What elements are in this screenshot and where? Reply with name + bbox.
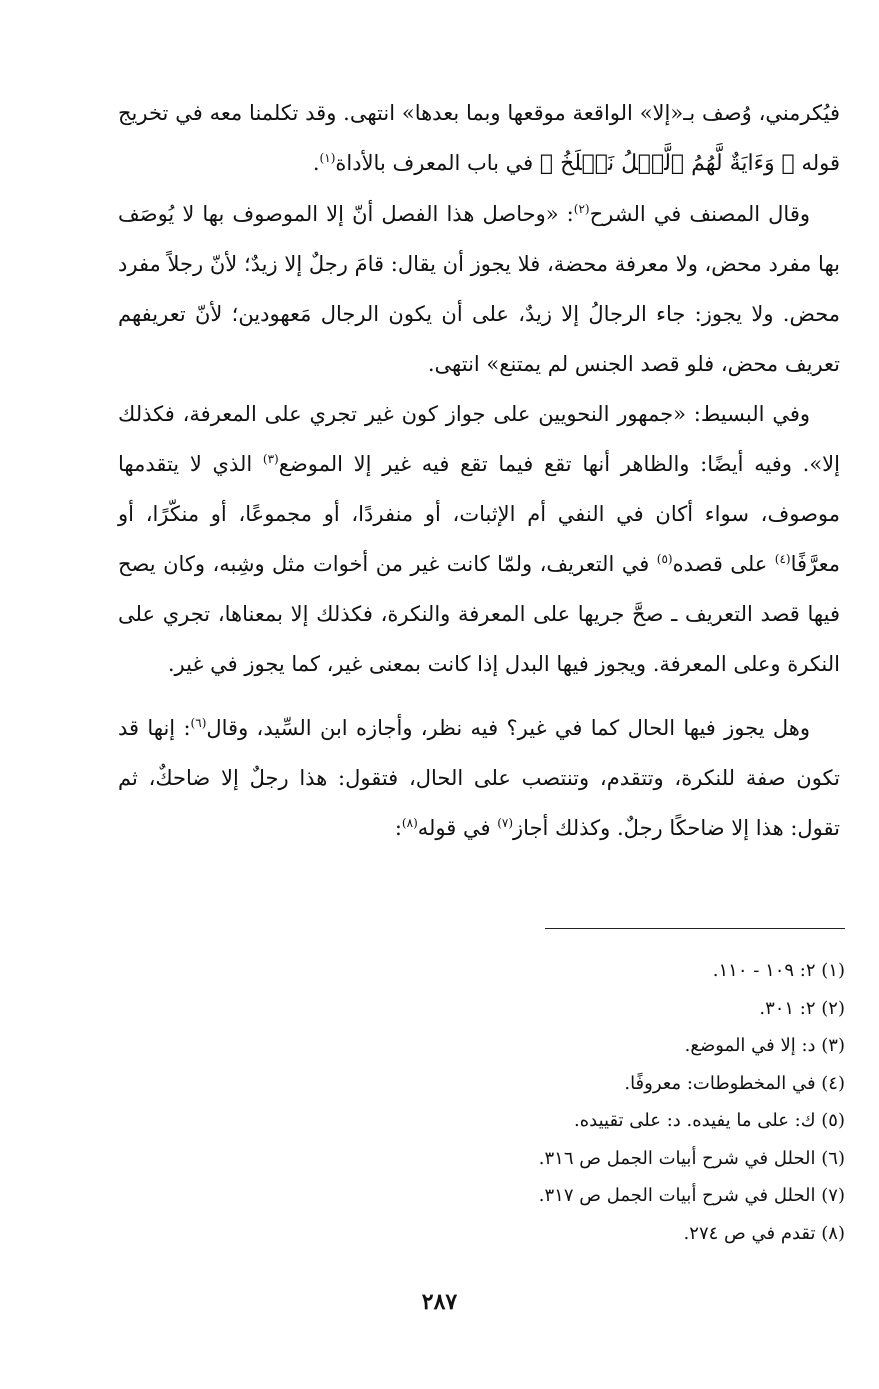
paragraph-2-text: : «وحاصل هذا الفصل أنّ إلا الموصوف بها لا يُوصَف بها مفرد محض، ولا معرفة محضة، فلا يجوز أن يقال: قامَ رجلٌ إلا زيدٌ؛ لأنّ رجلاً مفرد محض. ولا يجوز: جاء الرجالُ إلا زيدٌ، على أن يكون الرجال مَعهودين؛ لأنّ تعريفهم تعريف محض، فلو قصد الجنس لم يمتنع» انتهى. [118, 202, 840, 376]
footnote-ref-2[interactable]: (٢) [573, 202, 590, 216]
footnote-8: (٨) تقدم في ص ٢٧٤. [683, 1222, 845, 1244]
paragraph-1-text: فيُكرمني، وُصف بـ«إلا» الواقعة موقعها وبما بعدها» انتهى. وقد تكلمنا معه في تخريج قوله [118, 101, 840, 175]
footnote-separator [545, 928, 845, 929]
paragraph-4-text-2: : إنها قد تكون صفة للنكرة، وتتقدم، وتنتصب على الحال، فتقول: هذا رجلٌ إلا ضاحكٌ، ثم تقول: هذا إلا ضاحكًا رجلٌ. وكذلك أجاز [118, 716, 840, 840]
paragraph-4-text-3: في قوله [417, 816, 491, 840]
paragraph-1-end: . [312, 151, 320, 175]
footnote-ref-7[interactable]: (٧) [497, 816, 514, 830]
paragraph-2 [118, 189, 840, 389]
paragraph-2-start: وقال المصنف في الشرح [589, 202, 810, 226]
paragraph-3-text-1: وفي البسيط: «جمهور النحويين على جواز كون غير تجري على المعرفة، فكذلك إلا». وفيه أيضًا: والظاهر أنها تقع فيما تقع فيه غير إلا الموضع [118, 402, 840, 476]
footnote-6: (٦) الحلل في شرح أبيات الجمل ص ٣١٦. [538, 1147, 845, 1169]
footnote-ref-8[interactable]: (٨) [401, 816, 418, 830]
quran-verse: ﴿ وَءَايَةٌ لَّهُمُ ٱلَّيۡلُ نَسۡلَخُ ﴾ [539, 151, 795, 176]
paragraph-3 [118, 389, 840, 689]
footnotes-list [300, 952, 845, 1252]
footnote-4: (٤) في المخطوطات: معروفًا. [624, 1072, 845, 1094]
footnote-ref-5[interactable]: (٥) [656, 552, 673, 566]
main-text [118, 88, 840, 853]
paragraph-4 [118, 703, 840, 853]
paragraph-3-text-2: الذي لا يتقدمها موصوف، سواء أكان في النفي أم الإثبات، أو منفردًا، أو مجموعًا، أو منكّرًا، أو معرَّفًا [118, 452, 840, 576]
paragraph-4-end: : [394, 816, 402, 840]
footnote-1: (١) ٢: ١٠٩ - ١١٠. [712, 960, 845, 981]
footnote-ref-1[interactable]: (١) [319, 151, 336, 165]
paragraph-4-text-1: وهل يجوز فيها الحال كما في غير؟ فيه نظر، وأجازه ابن السِّيد، وقال [206, 716, 810, 740]
paragraph-3-text-4: في التعريف، ولمّا كانت غير من أخوات مثل وشِبه، وكان يصح فيها قصد التعريف ـ صحَّ جريها على المعرفة والنكرة، فكذلك إلا بمعناها، تجري على النكرة وعلى المعرفة. ويجوز فيها البدل إذا كانت بمعنى غير، كما يجوز في غير. [118, 552, 840, 676]
footnote-ref-4[interactable]: (٤) [774, 552, 791, 566]
footnote-3: (٣) د: إلا في الموضع. [684, 1035, 845, 1056]
footnote-7: (٧) الحلل في شرح أبيات الجمل ص ٣١٧. [538, 1185, 845, 1206]
footnote-5: (٥) ك: على ما يفيده. د: على تقييده. [573, 1110, 845, 1131]
page-number: ٢٨٧ [421, 1289, 458, 1315]
paragraph-1 [118, 88, 840, 189]
paragraph-3-text-3: على قصده [672, 552, 768, 576]
footnote-ref-6[interactable]: (٦) [190, 716, 207, 730]
footnote-ref-3[interactable]: (٣) [262, 452, 279, 466]
footnote-2: (٢) ٢: ٣٠١. [759, 997, 845, 1019]
paragraph-1-continuation: في باب المعرف بالأداة [335, 151, 534, 175]
